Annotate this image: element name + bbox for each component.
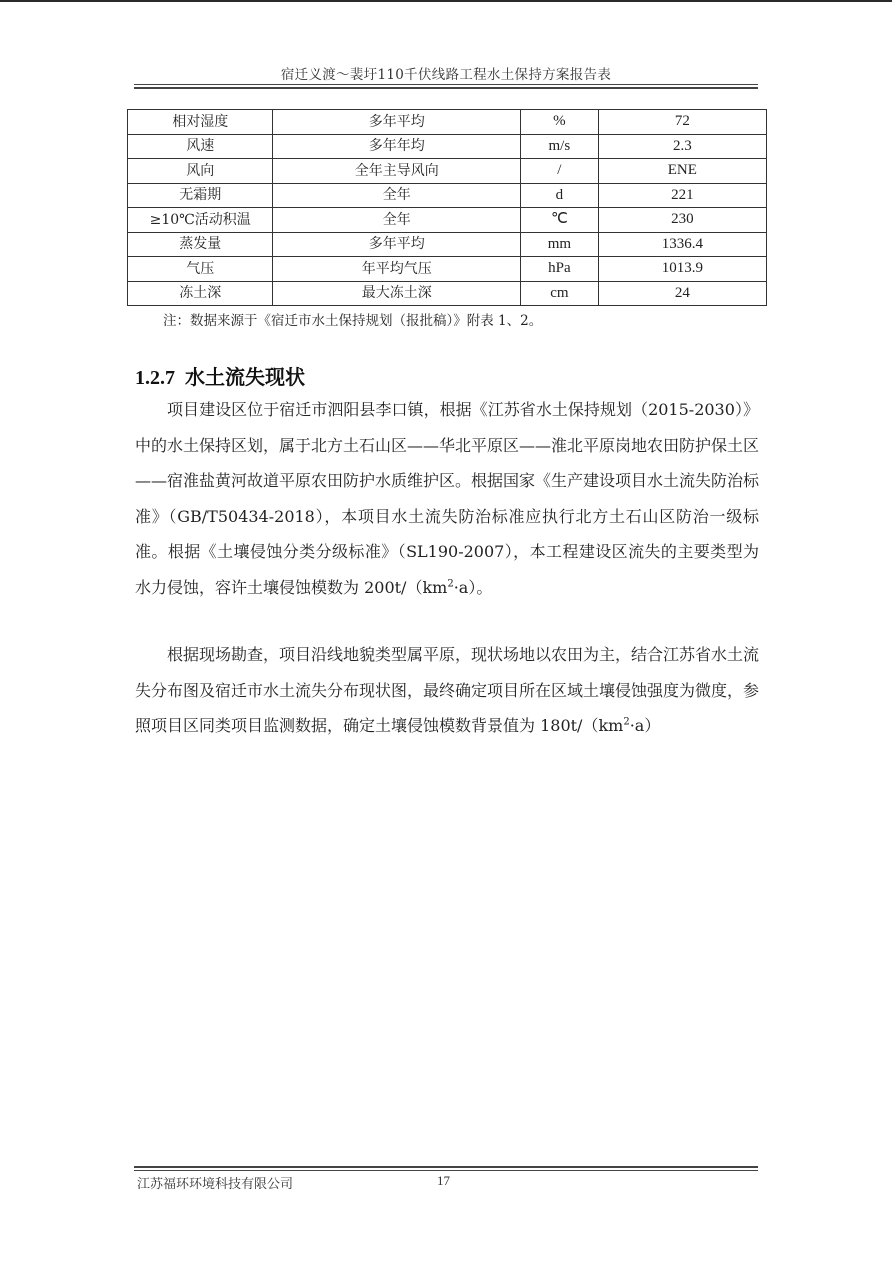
cell-statistic: 全年主导风向 xyxy=(273,159,521,184)
table-row xyxy=(128,232,767,257)
page-header-title: 宿迁义渡～裴圩110千伏线路工程水土保持方案报告表 xyxy=(280,67,612,83)
cell-item: 冻土深 xyxy=(128,281,273,306)
cell-unit: m/s xyxy=(521,134,599,159)
cell-item: 无霜期 xyxy=(128,183,273,208)
cell-unit: d xyxy=(521,183,599,208)
footer-company-name: 江苏福环环境科技有限公司 xyxy=(137,1177,294,1192)
footer-rule-thick xyxy=(134,1166,758,1168)
table-row xyxy=(128,134,767,159)
climate-table xyxy=(127,109,767,306)
cell-value: 230 xyxy=(598,208,766,233)
cell-statistic: 多年平均 xyxy=(273,232,521,257)
table-row xyxy=(128,208,767,233)
cell-item: 气压 xyxy=(128,257,273,282)
paragraph-field-survey xyxy=(135,637,759,744)
cell-unit: / xyxy=(521,159,599,184)
section-title: 水土流失现状 xyxy=(185,365,305,389)
cell-value: 72 xyxy=(598,110,766,135)
page-number: 17 xyxy=(437,1173,450,1188)
cell-statistic: 年平均气压 xyxy=(273,257,521,282)
table-row xyxy=(128,110,767,135)
cell-item: 蒸发量 xyxy=(128,232,273,257)
section-number: 1.2.7 xyxy=(135,367,175,389)
section-heading xyxy=(135,361,305,390)
cell-item: ≥10℃活动积温 xyxy=(128,208,273,233)
cell-item: 相对湿度 xyxy=(128,110,273,135)
cell-statistic: 全年 xyxy=(273,183,521,208)
cell-unit: cm xyxy=(521,281,599,306)
paragraph-erosion-zoning xyxy=(135,392,759,605)
paragraph-2-text: 根据现场勘查，项目沿线地貌类型属平原，现状场地以农田为主，结合江苏省水土流失分布图及宿迁市水土流失分布现状图，最终确定项目所在区域土壤侵蚀强度为微度，参照项目区同类项目监测数据，确定土壤侵蚀模数背景值为 180t/（km xyxy=(135,645,760,735)
top-border xyxy=(0,0,892,2)
table-note: 注：数据来源于《宿迁市水土保持规划（报批稿）》附表 1、2。 xyxy=(163,313,543,329)
table-row xyxy=(128,281,767,306)
header-rule xyxy=(134,84,758,85)
paragraph-1-superscript: 2 xyxy=(447,578,454,590)
paragraph-1-tail: ·a）。 xyxy=(453,577,493,597)
climate-table-body xyxy=(128,110,767,306)
paragraph-1-text: 项目建设区位于宿迁市泗阳县李口镇，根据《江苏省水土保持规划（2015-2030）》中的水土保持区划，属于北方土石山区——华北平原区——淮北平原岗地农田防护保土区——宿淮盐黄河故道平原农田防护水质维护区。根据国家《生产建设项目水土流失防治标准》（GB/T50434-2018），本项目水土流失防治标准应执行北方土石山区防治一级标准。根据《土壤侵蚀分类分级标准》（SL190-2007），本工程建设区流失的主要类型为水力侵蚀，容许土壤侵蚀模数为 200t/（km xyxy=(135,400,760,597)
cell-value: 1013.9 xyxy=(598,257,766,282)
cell-statistic: 多年平均 xyxy=(273,110,521,135)
cell-statistic: 最大冻土深 xyxy=(273,281,521,306)
cell-value: 24 xyxy=(598,281,766,306)
paragraph-2-tail: ·a） xyxy=(629,716,661,735)
header-rule-thick xyxy=(134,87,758,89)
paragraph-2-superscript: 2 xyxy=(623,716,630,728)
cell-unit: hPa xyxy=(521,257,599,282)
footer-rule xyxy=(134,1170,758,1171)
cell-value: 1336.4 xyxy=(598,232,766,257)
table-row xyxy=(128,159,767,184)
cell-unit: % xyxy=(521,110,599,135)
table-row xyxy=(128,183,767,208)
cell-value: ENE xyxy=(598,159,766,184)
cell-item: 风向 xyxy=(128,159,273,184)
cell-statistic: 全年 xyxy=(273,208,521,233)
cell-value: 2.3 xyxy=(598,134,766,159)
cell-statistic: 多年年均 xyxy=(273,134,521,159)
cell-value: 221 xyxy=(598,183,766,208)
cell-unit: ℃ xyxy=(521,208,599,233)
cell-unit: mm xyxy=(521,232,599,257)
cell-item: 风速 xyxy=(128,134,273,159)
table-row xyxy=(128,257,767,282)
